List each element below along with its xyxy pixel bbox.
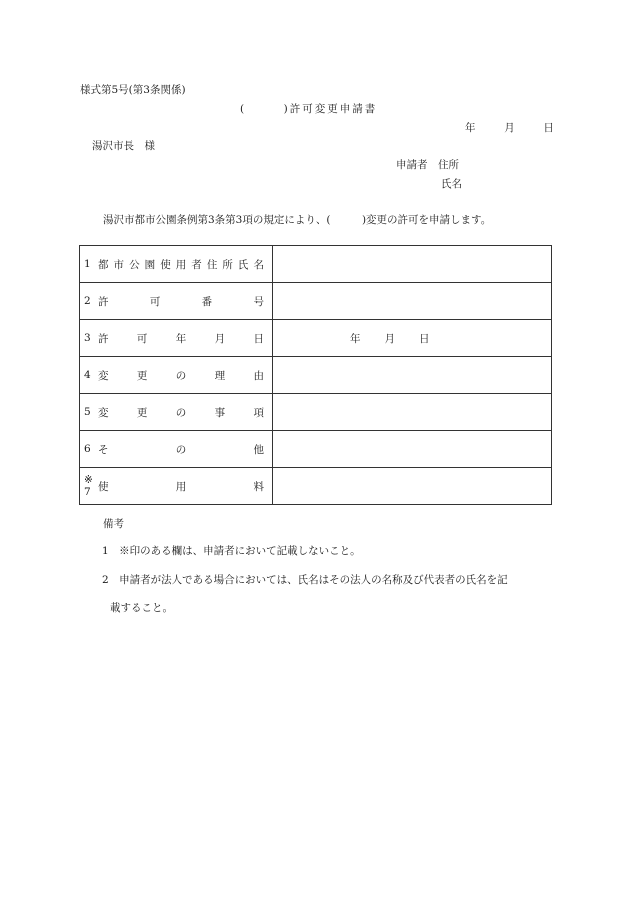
permit-date-field[interactable] (273, 320, 552, 357)
remarks-heading: 備考 (103, 518, 124, 530)
row-number: 4 (84, 369, 91, 381)
table-row (80, 431, 552, 468)
table-row (80, 283, 552, 320)
label-char: 氏 (237, 258, 249, 271)
table-row (80, 357, 552, 394)
application-statement: 湯沢市都市公園条例第3条第3項の規定により、( )変更の許可を申請します。 (103, 214, 492, 226)
table-row (80, 246, 552, 283)
row-number: 3 (84, 332, 91, 344)
addressee: 湯沢市長 様 (92, 140, 155, 152)
label-char: 園 (144, 258, 156, 271)
remark-item-2-continuation: 載すること。 (110, 602, 173, 614)
label-char: 理 (214, 369, 226, 382)
other-field[interactable] (273, 431, 552, 468)
permit-date-day: 日 (419, 332, 430, 345)
label-char: 更 (136, 369, 148, 382)
change-items-field[interactable] (273, 394, 552, 431)
label-char: 住 (206, 258, 218, 271)
label-char: そ (98, 443, 109, 456)
label-char: 事 (214, 406, 226, 419)
label-char: 日 (253, 332, 264, 345)
label-char: 所 (222, 258, 233, 271)
label-char: 都 (98, 258, 109, 271)
label-char: 者 (191, 258, 202, 271)
row-number: 6 (84, 443, 91, 455)
row-number: 1 (84, 258, 91, 270)
label-char: 市 (113, 258, 125, 271)
row-label-change-reason (80, 357, 273, 394)
label-char: 月 (214, 332, 226, 345)
document-title: ( )許可変更申請書 (240, 103, 378, 115)
user-address-name-field[interactable] (273, 246, 552, 283)
permit-date-month: 月 (384, 332, 395, 345)
row-label-change-items (80, 394, 273, 431)
label-char: 号 (253, 295, 264, 308)
form-number-label: 様式第5号(第3条関係) (80, 84, 186, 96)
application-date-line (465, 120, 554, 135)
date-month-label: 月 (504, 122, 515, 134)
label-char: 由 (253, 369, 264, 382)
label-char: 変 (98, 406, 109, 419)
row-label-usage-fee (80, 468, 273, 505)
label-char: の (175, 406, 187, 419)
label-char: 変 (98, 369, 109, 382)
permit-number-field[interactable] (273, 283, 552, 320)
date-day-label: 日 (543, 122, 554, 134)
label-char: 料 (253, 480, 264, 493)
table-row (80, 320, 552, 357)
label-char: 用 (175, 258, 187, 271)
label-char: 名 (253, 258, 264, 271)
row-label-other (80, 431, 273, 468)
remark-item-1: 1 ※印のある欄は、申請者において記載しないこと。 (102, 545, 361, 557)
change-reason-field[interactable] (273, 357, 552, 394)
row-label-permit-number (80, 283, 273, 320)
date-year-label: 年 (465, 122, 476, 134)
label-char: 可 (136, 332, 148, 345)
label-char: 可 (149, 295, 161, 308)
table-row (80, 468, 552, 505)
label-char: の (175, 443, 187, 456)
table-row (80, 394, 552, 431)
label-char: 番 (201, 295, 213, 308)
row-label-user-address-name (80, 246, 273, 283)
label-char: 更 (136, 406, 148, 419)
label-char: 使 (160, 258, 171, 271)
label-char: 他 (253, 443, 264, 456)
applicant-name-label: 氏名 (441, 178, 462, 190)
label-char: 公 (129, 258, 140, 271)
office-use-mark: ※ (84, 474, 93, 486)
row-number: 5 (84, 406, 91, 418)
label-char: 項 (253, 406, 264, 419)
applicant-address-label: 申請者 住所 (396, 159, 459, 171)
application-form-table (79, 245, 552, 505)
label-char: 年 (175, 332, 187, 345)
label-char: の (175, 369, 187, 382)
row-number-with-mark (84, 474, 98, 498)
row-number: 7 (84, 486, 91, 498)
usage-fee-field[interactable] (273, 468, 552, 505)
label-char: 許 (98, 295, 109, 308)
row-label-permit-date (80, 320, 273, 357)
label-char: 許 (98, 332, 109, 345)
remark-item-2: 2 申請者が法人である場合においては、氏名はその法人の名称及び代表者の氏名を記 (102, 574, 508, 586)
label-char: 使 (98, 480, 109, 493)
label-char: 用 (175, 480, 187, 493)
permit-date-year: 年 (350, 332, 361, 345)
row-number: 2 (84, 295, 91, 307)
